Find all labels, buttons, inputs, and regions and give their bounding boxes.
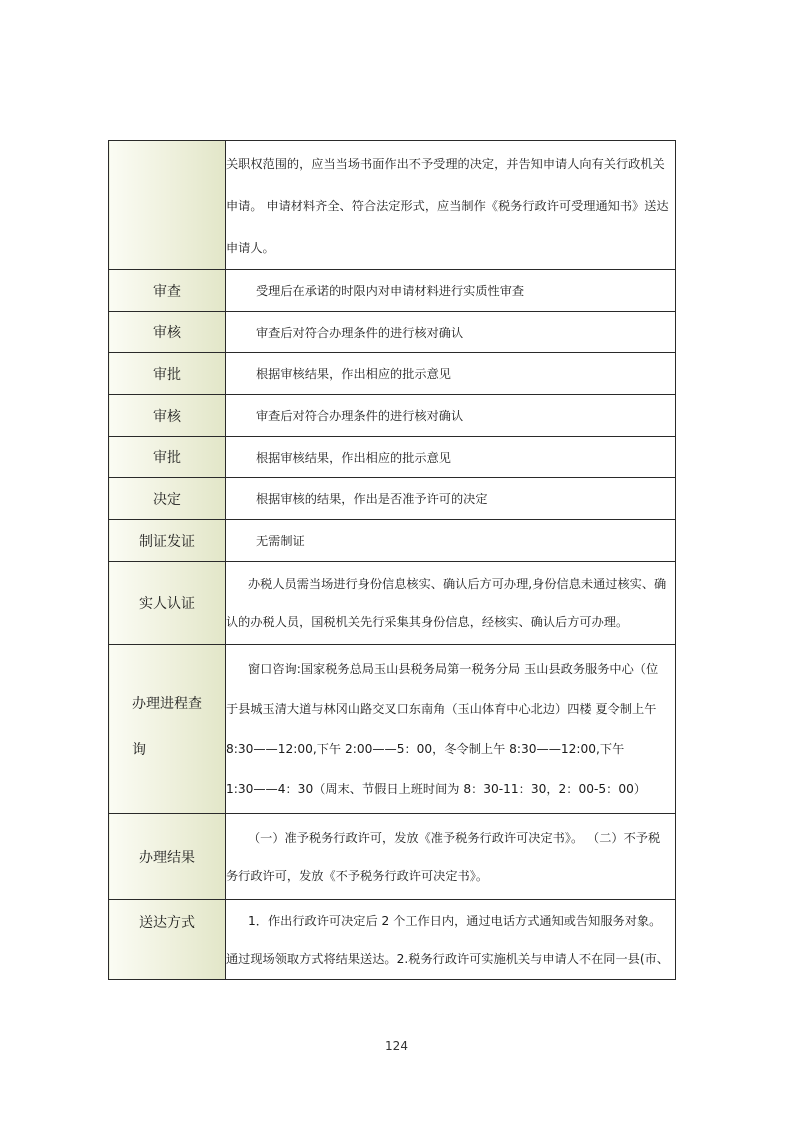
table-row-certificate bbox=[109, 520, 676, 562]
row-content: 根据审核结果，作出相应的批示意见 bbox=[226, 437, 676, 478]
row-label: 审批 bbox=[109, 437, 226, 478]
row-content: 根据审核结果，作出相应的批示意见 bbox=[226, 353, 676, 395]
table-row-delivery bbox=[109, 900, 676, 980]
table-row-progress-query bbox=[109, 645, 676, 814]
row-content: 无需制证 bbox=[226, 520, 676, 562]
row-label: 审查 bbox=[109, 270, 226, 312]
row-label: 审核 bbox=[109, 312, 226, 353]
table-row-approve bbox=[109, 437, 676, 478]
table-row-decision bbox=[109, 478, 676, 520]
row-content: 窗口咨询:国家税务总局玉山县税务局第一税务分局 玉山县政务服务中心（位 于县城玉清大道与林冈山路交叉口东南角（玉山体育中心北边）四楼 夏令制上午 8:30——12:00,下午 2:00——5：00，冬令制上午 8:30——12:00,下午 1:30——4：30（周末、节假日上班时间为 8：30-11：30，2：00-5：00） bbox=[226, 645, 676, 814]
table-row-review bbox=[109, 270, 676, 312]
row-label-empty bbox=[109, 141, 226, 270]
row-content: 办税人员需当场进行身份信息核实、确认后方可办理,身份信息未通过核实、确 认的办税人员，国税机关先行采集其身份信息，经核实、确认后方可办理。 bbox=[226, 562, 676, 645]
row-content: 受理后在承诺的时限内对申请材料进行实质性审查 bbox=[226, 270, 676, 312]
row-label: 制证发证 bbox=[109, 520, 226, 562]
row-label: 审批 bbox=[109, 353, 226, 395]
row-content: 关职权范围的，应当当场书面作出不予受理的决定，并告知申请人向有关行政机关 申请。 申请材料齐全、符合法定形式，应当制作《税务行政许可受理通知书》送达 申请人。 bbox=[226, 141, 676, 270]
table-row-verify bbox=[109, 312, 676, 353]
row-content: 根据审核的结果，作出是否准予许可的决定 bbox=[226, 478, 676, 520]
row-content: （一）准予税务行政许可，发放《准予税务行政许可决定书》。 （二）不予税 务行政许可，发放《不予税务行政许可决定书》。 bbox=[226, 814, 676, 900]
row-label: 实人认证 bbox=[109, 562, 226, 645]
table-row-result bbox=[109, 814, 676, 900]
row-content: 1．作出行政许可决定后 2 个工作日内，通过电话方式通知或告知服务对象。 通过现场领取方式将结果送达。2.税务行政许可实施机关与申请人不在同一县(市、 bbox=[226, 900, 676, 980]
table-row-identity bbox=[109, 562, 676, 645]
table-row-continuation bbox=[109, 141, 676, 270]
page-number: 124 bbox=[385, 1039, 408, 1053]
table-row-approve bbox=[109, 353, 676, 395]
row-label: 办理进程查 询 bbox=[109, 645, 226, 814]
row-label: 审核 bbox=[109, 395, 226, 437]
row-label: 送达方式 bbox=[109, 900, 226, 980]
row-content: 审查后对符合办理条件的进行核对确认 bbox=[226, 395, 676, 437]
row-label: 决定 bbox=[109, 478, 226, 520]
row-label: 办理结果 bbox=[109, 814, 226, 900]
process-table bbox=[108, 140, 676, 980]
table-row-verify bbox=[109, 395, 676, 437]
row-content: 审查后对符合办理条件的进行核对确认 bbox=[226, 312, 676, 353]
